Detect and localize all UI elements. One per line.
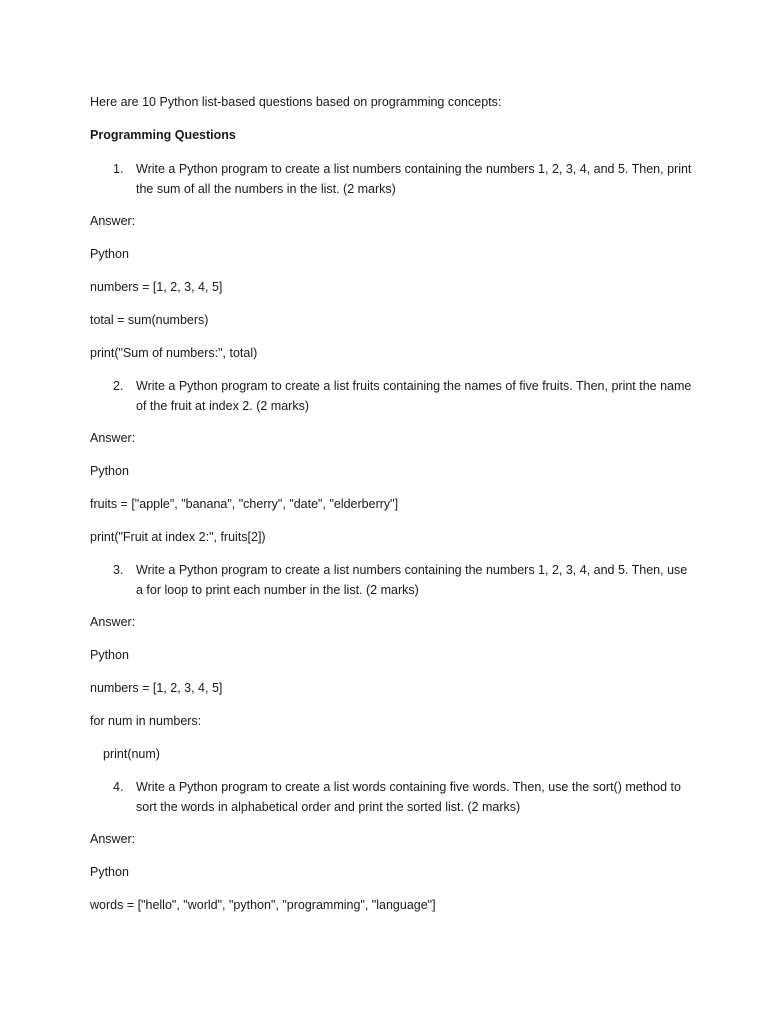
question-number: 1. — [113, 162, 124, 176]
code-language-label: Python — [90, 648, 129, 662]
question-number: 4. — [113, 780, 124, 794]
section-heading: Programming Questions — [90, 128, 236, 142]
answer-label: Answer: — [90, 431, 136, 445]
question-number: 3. — [113, 563, 124, 577]
code-language-label: Python — [90, 865, 129, 879]
code-line: total = sum(numbers) — [90, 313, 209, 327]
code-line: for num in numbers: — [90, 714, 202, 728]
question-text: Write a Python program to create a list fruits containing the names of five fruits. Then, print the name of the fruit at index 2. (2 marks) — [136, 379, 692, 413]
intro-text: Here are 10 Python list-based questions based on programming concepts: — [90, 95, 502, 109]
code-line: print(num) — [103, 747, 160, 761]
code-line: fruits = ["apple", "banana", "cherry", "date", "elderberry"] — [90, 497, 399, 511]
code-line: print("Sum of numbers:", total) — [90, 346, 258, 360]
code-line: numbers = [1, 2, 3, 4, 5] — [90, 280, 223, 294]
answer-label: Answer: — [90, 832, 136, 846]
code-language-label: Python — [90, 247, 129, 261]
question-text: Write a Python program to create a list numbers containing the numbers 1, 2, 3, 4, and 5. Then, use a for loop to print each number in the list. (2 marks) — [136, 563, 688, 597]
answer-label: Answer: — [90, 214, 136, 228]
answer-label: Answer: — [90, 615, 136, 629]
question-text: Write a Python program to create a list words containing five words. Then, use the sort() method to sort the words in alphabetical order and print the sorted list. (2 marks) — [136, 780, 681, 814]
code-line: numbers = [1, 2, 3, 4, 5] — [90, 681, 223, 695]
code-line: print("Fruit at index 2:", fruits[2]) — [90, 530, 266, 544]
code-line: words = ["hello", "world", "python", "programming", "language"] — [90, 898, 436, 912]
question-number: 2. — [113, 379, 124, 393]
code-language-label: Python — [90, 464, 129, 478]
question-text: Write a Python program to create a list numbers containing the numbers 1, 2, 3, 4, and 5. Then, print the sum of all the numbers in the list. (2 marks) — [136, 162, 692, 196]
